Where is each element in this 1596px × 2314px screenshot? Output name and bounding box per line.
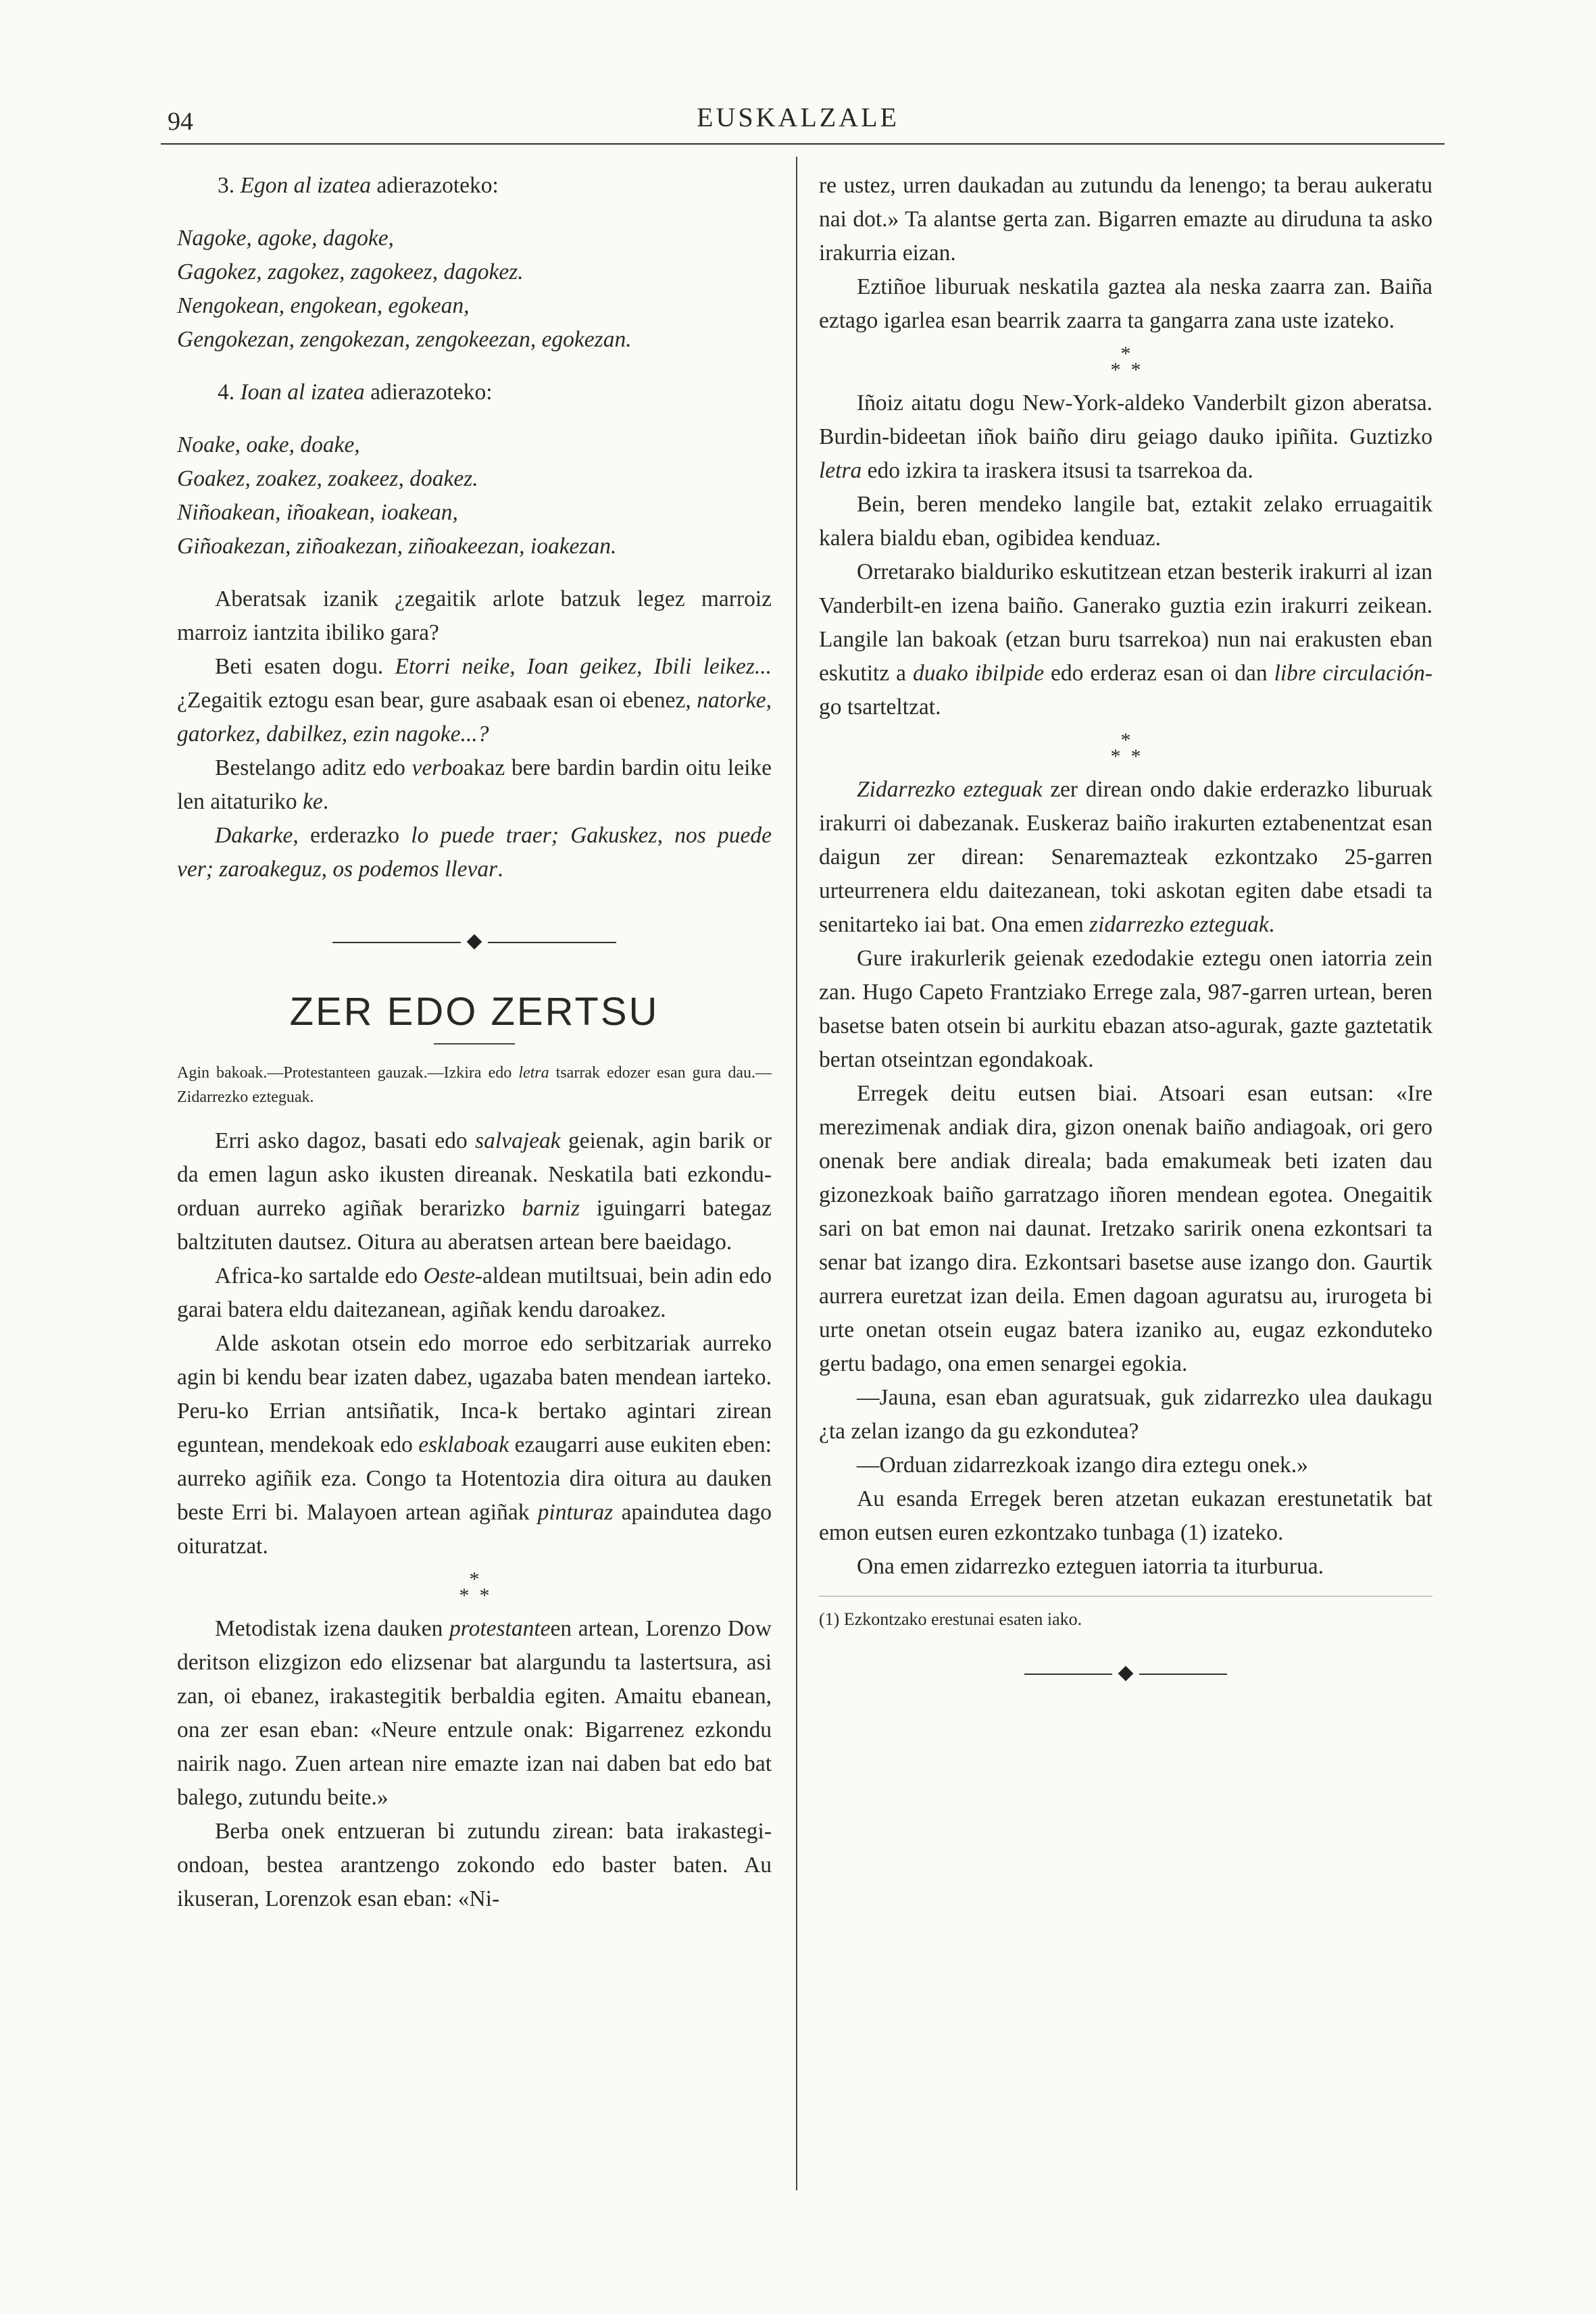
paragraph: Africa-ko sartalde edo Oeste-aldean mutiltsuai, bein adin edo garai batera eldu daitezanean, agiñak kendu daroakez. [177, 1263, 772, 1322]
paragraph: Eztiñoe liburuak neskatila gaztea ala neska zaarra zan. Baiña eztago igarlea esan bearrik zaarra ta gangarra zana uste izateko. [819, 274, 1432, 333]
conjugation-line: Noake, oake, doake, [177, 432, 360, 457]
section-summary: Agin bakoak.—Protestanteen gauzak.—Izkira edo letra tsarrak edozer esan gura dau.—Zidarrezko ezteguak. [177, 1064, 772, 1106]
paragraph: Beti esaten dogu. Etorri neike, Ioan geikez, Ibili leikez... ¿Zegaitik eztogu esan bear, gure asabaak esan oi ebenez, natorke, gatorkez, dabilkez, ezin nagoke...? [177, 654, 772, 747]
end-ornament [1024, 1661, 1227, 1688]
conjugation-line: Nagoke, agoke, dagoke, [177, 226, 394, 251]
paragraph: Au esanda Erregek beren atzetan eukazan erestunetatik bat emon eutsen euren ezkontzako tunbaga (1) izateko. [819, 1486, 1432, 1545]
conjugation-line: Giñoakezan, ziñoakezan, ziñoakeezan, ioakezan. [177, 534, 617, 559]
paragraph: Dakarke, erderazko lo puede traer; Gakuskez, nos puede ver; zaroakeguz, os podemos llevar. [177, 823, 772, 882]
paragraph: Alde askotan otsein edo morroe edo serbitzariak aurreko agin bi kendu bear izaten dabez, ugazaba baten mendean iarteko. Peru-ko Errian antsiñatik, Inca-k bertako agintari zirean eguntean, mendekoak edo esklaboak ezaugarri ause eukiten eben: aurreko agiñik eza. Congo ta Hotentozia dira oitura au dauken beste Erri bi. Malayoen artean agiñak pinturaz apaindutea dago oituratzat. [177, 1331, 772, 1559]
paragraph: Iñoiz aitatu dogu New-York-aldeko Vanderbilt gizon aberatsa. Burdin-bideetan iñok baiño diru geiago dauko ipiñita. Guztizko letra edo izkira ta iraskera itsusi ta tsarrekoa da. [819, 391, 1432, 483]
right-column [819, 169, 1432, 1688]
page-number: 94 [168, 107, 193, 136]
conjugation-line: Gengokezan, zengokezan, zengokeezan, egokezan. [177, 327, 632, 352]
paragraph: Metodistak izena dauken protestanteen artean, Lorenzo Dow deritson elizgizon edo elizsenar bat alargundu ta lastertsura, asi zan, oi ebanez, irakastegitik berbaldia egiten. Amaitu ebanean, ona zer esan eban: «Neure entzule onak: Bigarrenez ezkondu nairik nago. Zuen artean nire emazte izan nai daben bat edo bat balego, zutundu beite.» [177, 1616, 772, 1810]
asterism: * * * [459, 1568, 490, 1607]
conjugation-line: Goakez, zoakez, zoakeez, doakez. [177, 466, 478, 491]
section-title: ZER EDO ZERTSU [289, 990, 659, 1034]
paragraph: —Jauna, esan eban aguratsuak, guk zidarrezko ulea daukagu ¿ta zelan izango da gu ezkondutea? [819, 1385, 1432, 1444]
asterism: * * * [1110, 729, 1141, 768]
paragraph: Ona emen zidarrezko ezteguen iatorria ta iturburua. [857, 1554, 1324, 1579]
paragraph: Erregek deitu eutsen biai. Atsoari esan eutsan: «Ire merezimenak andiak dira, gizon onenak baiño andiagoak, ori gero onenak bere andiak direala; bada emakumeak beti izaten dau gizonezkoak baiño garratzago iñoren mendean egotea. Onegaitik sari on bat emon nai daunat. Iretzako saririk onena ezkontsari ta senar bat izango dira. Ezkontsari basetse ause izango don. Gaurtik aurrera euretzat izan deila. Emen dagoan aguratsu au, irurogeta bi urte onetan otsein eugaz batera izaniko au, eugaz ezkonduteko gertu badago, ona emen senargei egokia. [819, 1081, 1432, 1376]
conjugation-line: Niñoakean, iñoakean, ioakean, [177, 500, 458, 525]
conjugation-line: Gagokez, zagokez, zagokeez, dagokez. [177, 259, 524, 284]
section-ornament [332, 930, 616, 957]
asterism: * * * [1110, 343, 1141, 381]
paragraph: Gure irakurlerik geienak ezedodakie eztegu onen iatorria zein zan. Hugo Capeto Frantziako Errege zala, 987-garren urtean, beren basetse baten otsein bi aurkitu ebazan atso-agurak, gazte gaztetatik bertan otseintzan egondakoak. [819, 946, 1432, 1072]
paragraph: Zidarrezko ezteguak zer direan ondo dakie erderazko liburuak irakurri oi dabezanak. Euskeraz baiño irakurten eztabenentzat esan daigun zer direan: Senaremazteak ezkontzako 25-garren urteurrenera eldu daitezanean, toki askotan egiten dabe etsadi ta senitarteko iai bat. Ona emen zidarrezko ezteguak. [819, 777, 1432, 937]
running-title: EUSKALZALE [697, 102, 899, 132]
paragraph: Orretarako bialduriko eskutitzean etzan besterik irakurri al izan Vanderbilt-en izena baiño. Ganerako guztia ezin irakurri zeikean. Langile lan bakoak (etzan buru tsarrekoa) nun nai erakusten eban eskutitz a duako ibilpide edo erderaz esan oi dan libre circulación-go tsarteltzat. [819, 559, 1433, 720]
paragraph: re ustez, urren daukadan au zutundu da lenengo; ta berau aukeratu nai dot.» Ta alantse gerta zan. Bigarren emazte au diruduna ta asko irakurria eizan. [819, 173, 1432, 266]
paragraph: Bein, beren mendeko langile bat, eztakit zelako erruagaitik kalera bialdu eban, ogibidea kenduaz. [819, 492, 1432, 551]
paragraph: Erri asko dagoz, basati edo salvajeak geienak, agin barik or da emen lagun asko ikusten direanak. Neskatila bati ezkondu-orduan aurreko agiñak berarizko barniz iguingarri bategaz baltzituten dautsez. Oitura au aberatsen artean bere baeidago. [177, 1128, 772, 1255]
left-column [177, 169, 772, 1916]
conjugation-line: Nengokean, engokean, egokean, [177, 293, 470, 318]
paragraph: Bestelango aditz edo verboakaz bere bardin bardin oitu leike len aitaturiko ke. [177, 755, 772, 814]
paragraph: Berba onek entzueran bi zutundu zirean: bata irakastegi-ondoan, bestea arantzengo zokondo edo baster baten. Au ikuseran, Lorenzok esan eban: «Ni- [177, 1819, 772, 1911]
item-4-heading: 4. Ioan al izatea adierazoteko: [218, 380, 493, 405]
column-divider [796, 157, 797, 2190]
header-rule [161, 143, 1445, 145]
paragraph: Aberatsak izanik ¿zegaitik arlote batzuk legez marroiz marroiz iantzita ibiliko gara? [177, 586, 772, 645]
title-rule [434, 1043, 515, 1045]
footnote: (1) Ezkontzako erestunai esaten iako. [819, 1609, 1082, 1629]
item-3-heading: 3. Egon al izatea adierazoteko: [218, 173, 499, 198]
paragraph: —Orduan zidarrezkoak izango dira eztegu onek.» [857, 1453, 1308, 1478]
